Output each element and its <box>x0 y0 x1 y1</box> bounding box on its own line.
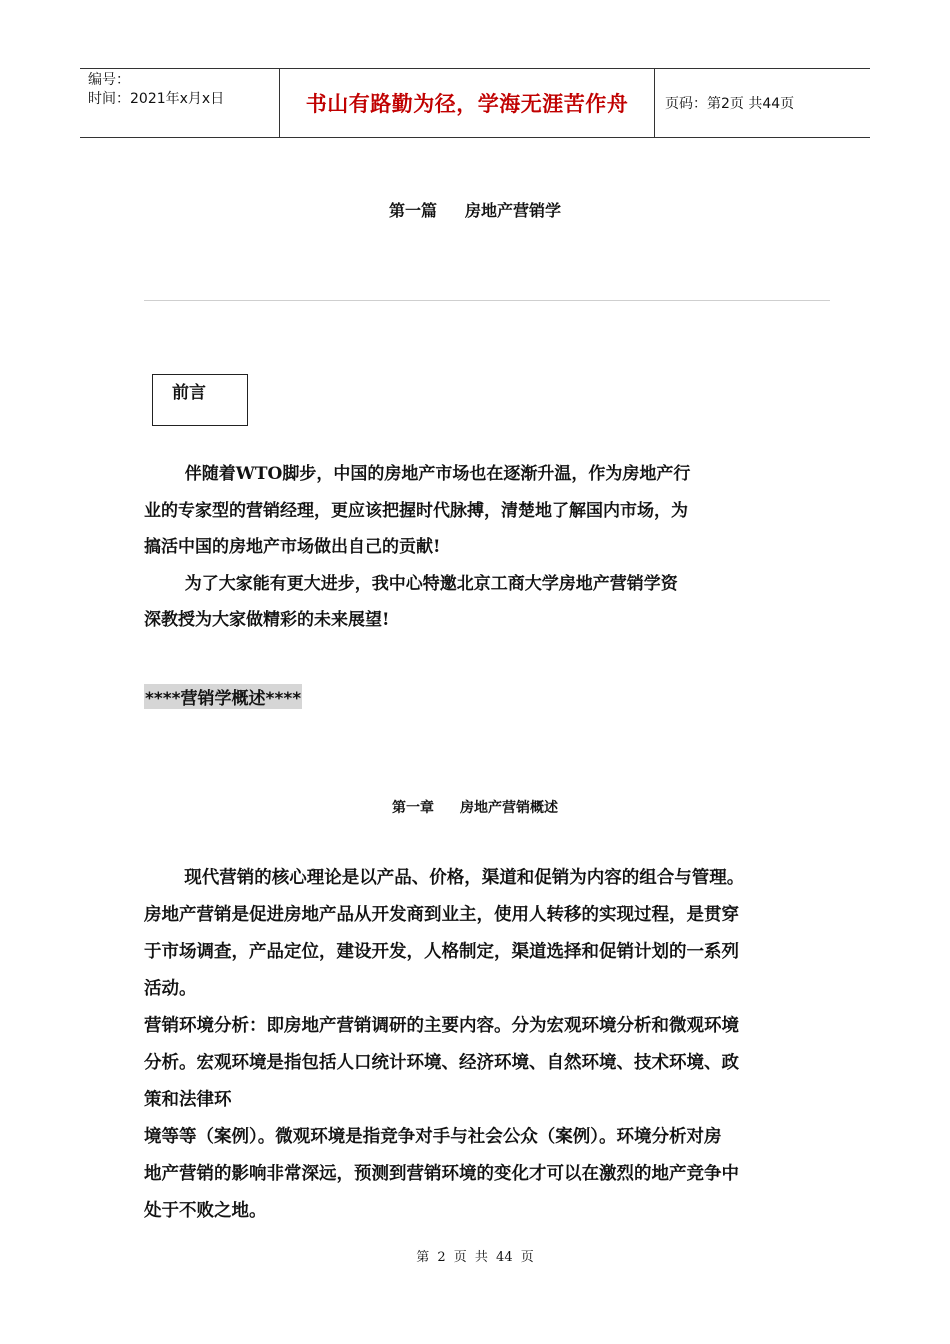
body-line: 策和法律环 <box>144 1090 232 1110</box>
preface-line: 为了大家能有更大进步，我中心特邀北京工商大学房地产营销学资 <box>184 573 678 594</box>
number-label: 编号： <box>88 72 130 88</box>
time-label: 时间：2021年x月x日 <box>88 91 225 107</box>
part-title <box>0 198 950 221</box>
body-line: 活动。 <box>144 979 197 999</box>
part-number: 第一篇 <box>388 201 437 220</box>
body-line: 处于不败之地。 <box>144 1201 267 1221</box>
body-line: 营销环境分析：即房地产营销调研的主要内容。分为宏观环境分析和微观环境 <box>144 1016 739 1036</box>
header-motto: 书山有路勤为径，学海无涯苦作舟 <box>280 69 655 137</box>
body-line: 于市场调查，产品定位，建设开发，人格制定，渠道选择和促销计划的一系列 <box>144 942 739 962</box>
horizontal-divider <box>144 300 830 301</box>
body-line: 地产营销的影响非常深远，预测到营销环境的变化才可以在激烈的地产竞争中 <box>144 1164 739 1184</box>
preface-text <box>144 456 804 639</box>
section-heading: ****营销学概述**** <box>144 684 302 709</box>
header-meta <box>80 69 280 137</box>
chapter-title <box>0 797 950 817</box>
preface-line: 业的专家型的营销经理，更应该把握时代脉搏，清楚地了解国内市场，为 <box>144 500 688 521</box>
preface-line: 搞活中国的房地产市场做出自己的贡献! <box>144 537 441 557</box>
body-line: 分析。宏观环境是指包括人口统计环境、经济环境、自然环境、技术环境、政 <box>144 1053 739 1073</box>
preface-label: 前言 <box>172 383 206 403</box>
body-line: 境等等（案例）。微观环境是指竞争对手与社会公众（案例）。环境分析对房 <box>144 1127 722 1147</box>
preface-line: 深教授为大家做精彩的未来展望! <box>144 610 390 630</box>
page-footer: 第 2 页 共 44 页 <box>416 1250 534 1265</box>
part-name: 房地产营销学 <box>465 201 562 220</box>
body-line: 房地产营销是促进房地产品从开发商到业主，使用人转移的实现过程，是贯穿 <box>144 905 739 925</box>
document-header <box>80 68 870 138</box>
chapter-name: 房地产营销概述 <box>460 800 558 816</box>
chapter-body <box>144 860 808 1230</box>
preface-label-box <box>152 374 248 426</box>
preface-line: 伴随着WTO脚步，中国的房地产市场也在逐渐升温，作为房地产行 <box>184 464 691 484</box>
body-line: 现代营销的核心理论是以产品、价格，渠道和促销为内容的组合与管理。 <box>184 868 745 888</box>
chapter-number: 第一章 <box>392 800 434 816</box>
header-page-info: 页码：第2页 共44页 <box>665 96 795 112</box>
